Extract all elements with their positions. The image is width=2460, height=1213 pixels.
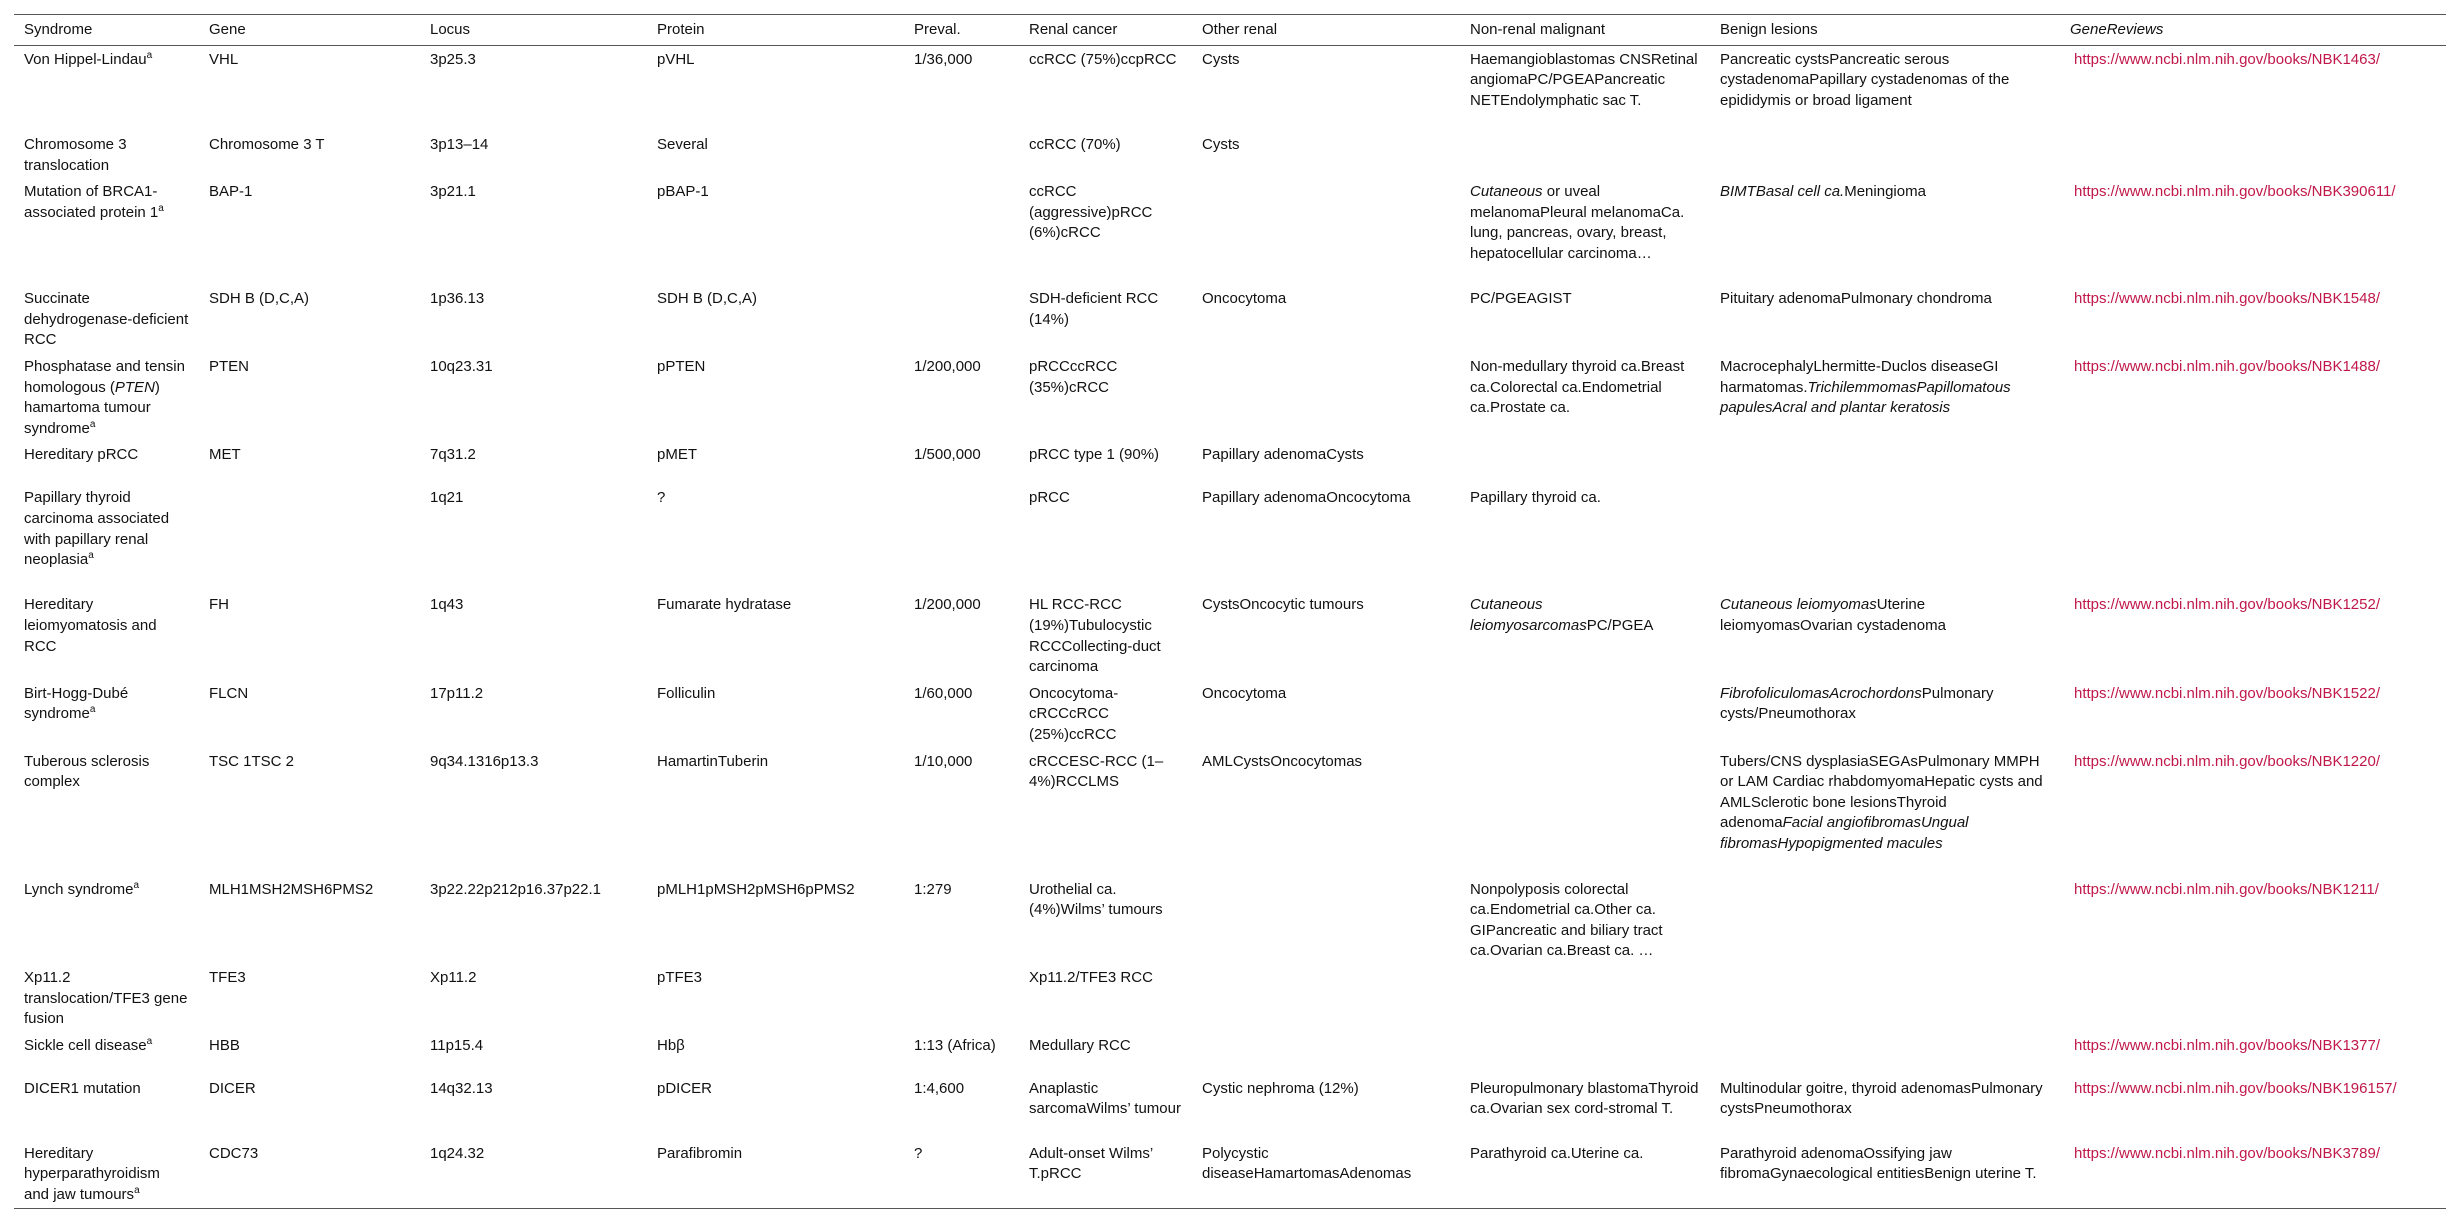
gene-reviews-link[interactable]: https://www.ncbi.nlm.nih.gov/books/NBK1211/ (2074, 880, 2379, 898)
table-row (14, 441, 2446, 484)
cell-non-renal-malignant (1460, 964, 1710, 1032)
cell-gene-reviews (2060, 178, 2446, 285)
cell-prevalence: 1/200,000 (914, 596, 981, 614)
cell-prevalence: 1/10,000 (914, 752, 973, 770)
benign-text: Tubers/CNS dysplasiaSEGAsPulmonary MMPH or LAM Cardiac rhabdomyomaHepatic cysts and AMLSclerotic bone lesionsThyroid adenoma (1720, 752, 2043, 832)
cell-syndrome (14, 1075, 199, 1140)
header-non-renal-malignant: Non-renal malignant (1470, 21, 1606, 38)
cell-protein: pBAP-1 (657, 183, 709, 201)
cell-locus: 1q43 (430, 596, 464, 614)
syndrome-name: Hereditary pRCC (24, 446, 139, 464)
cell-benign-lesions (1710, 1075, 2060, 1140)
table-row (14, 876, 2446, 964)
cell-gene: MLH1MSH2MSH6PMS2 (209, 880, 374, 898)
benign-text: Multinodular goitre, thyroid adenomasPulmonary cystsPneumothorax (1720, 1079, 2043, 1118)
cell-other-renal: Cystic nephroma (12%) (1202, 1079, 1359, 1097)
cell-syndrome (14, 285, 199, 353)
cell-protein: pMLH1pMSH2pMSH6pPMS2 (657, 880, 855, 898)
cell-protein: Fumarate hydratase (657, 596, 792, 614)
table-row (14, 591, 2446, 679)
cell-prevalence (904, 178, 1019, 285)
cell-gene-reviews (2060, 45, 2446, 131)
non-renal-italic: Cutaneous leiomyosarcomas (1470, 596, 1587, 635)
cell-gene: TSC 1TSC 2 (209, 752, 295, 770)
cell-renal-cancer: ccRCC (75%)ccpRCC (1029, 50, 1177, 68)
benign-text: Parathyroid adenomaOssifying jaw fibromaGynaecological entitiesBenign uterine T. (1720, 1144, 2037, 1183)
benign-italic: FibrofoliculomasAcrochordons (1720, 684, 1922, 702)
cell-benign-lesions (1710, 484, 2060, 591)
cell-protein: Hbβ (657, 1036, 685, 1054)
cell-syndrome (14, 964, 199, 1032)
footnote-mark: a (89, 418, 96, 430)
cell-renal-cancer: cRCCESC-RCC (1–4%)RCCLMS (1029, 752, 1164, 791)
header-gene-reviews: GeneReviews (2070, 21, 2164, 38)
syndrome-text: Phosphatase and tensin homologous ( (24, 358, 185, 396)
cell-non-renal-malignant (1460, 1075, 1710, 1140)
benign-italic: Cutaneous leiomyomas (1720, 596, 1877, 614)
cell-non-renal-malignant (1460, 285, 1710, 353)
non-renal-text: Pleuropulmonary blastomaThyroid ca.Ovarian sex cord-stromal T. (1470, 1079, 1699, 1118)
cell-locus: 10q23.31 (430, 358, 493, 376)
cell-non-renal-malignant (1460, 45, 1710, 131)
syndrome-name: Chromosome 3 translocation (24, 136, 127, 174)
non-renal-text: PC/PGEA (1586, 617, 1654, 635)
cell-locus: 9q34.1316p13.3 (430, 752, 539, 770)
footnote-mark: a (158, 202, 164, 214)
cell-gene: HBB (209, 1036, 240, 1054)
cell-other-renal: Polycystic diseaseHamartomasAdenomas (1202, 1144, 1412, 1183)
cell-gene: CDC73 (209, 1144, 259, 1162)
syndrome-name: Xp11.2 translocation/TFE3 gene fusion (24, 968, 188, 1028)
cell-gene-reviews (2060, 1140, 2446, 1208)
cell-locus: Xp11.2 (430, 968, 477, 986)
syndrome-name: Papillary thyroid carcinoma associated with papillary renal neoplasia (24, 489, 170, 569)
header-prevalence: Preval. (914, 21, 961, 38)
table-row (14, 1140, 2446, 1208)
non-renal-text: Haemangioblastomas CNSRetinal angiomaPC/PGEAPancreatic NETEndolymphatic sac T. (1470, 50, 1698, 109)
non-renal-text: or uveal melanomaPleural melanomaCa. lung, pancreas, ovary, breast, hepatocellular carcinoma… (1470, 183, 1685, 263)
syndrome-gene-italic: PTEN (114, 378, 155, 396)
cell-benign-lesions (1710, 285, 2060, 353)
gene-reviews-link[interactable]: https://www.ncbi.nlm.nih.gov/books/NBK1548/ (2074, 290, 2380, 308)
table-row (14, 680, 2446, 748)
cell-gene-reviews (2060, 876, 2446, 964)
footnote-mark: a (89, 704, 96, 716)
cell-syndrome (14, 131, 199, 178)
cell-syndrome (14, 876, 199, 964)
cell-renal-cancer: pRCC type 1 (90%) (1029, 446, 1160, 464)
cell-locus: 1q21 (430, 489, 464, 507)
header-benign-lesions: Benign lesions (1720, 21, 1818, 38)
table-row (14, 353, 2446, 441)
cell-gene: TFE3 (209, 968, 246, 986)
cell-benign-lesions (1710, 1140, 2060, 1208)
cell-prevalence (904, 131, 1019, 178)
header-row (14, 15, 2446, 46)
cell-renal-cancer: Oncocytoma-cRCCcRCC (25%)ccRCC (1029, 684, 1119, 743)
cell-prevalence: 1/200,000 (914, 358, 981, 376)
cell-gene-reviews (2060, 1075, 2446, 1140)
cell-non-renal-malignant (1460, 441, 1710, 484)
table-row (14, 1075, 2446, 1140)
cell-benign-lesions (1710, 591, 2060, 679)
cell-locus: 14q32.13 (430, 1079, 493, 1097)
syndrome-name: Birt-Hogg-Dubé syndrome (24, 684, 129, 723)
table-row (14, 964, 2446, 1032)
cell-renal-cancer: pRCCccRCC (35%)cRCC (1029, 358, 1118, 396)
non-renal-text: Parathyroid ca.Uterine ca. (1470, 1144, 1644, 1162)
cell-other-renal: AMLCystsOncocytomas (1202, 752, 1363, 770)
cell-syndrome (14, 1140, 199, 1208)
footnote-mark: a (134, 1184, 140, 1196)
cell-protein: pVHL (657, 50, 695, 68)
table-row (14, 748, 2446, 876)
cell-gene-reviews (2060, 441, 2446, 484)
non-renal-text: Nonpolyposis colorectal ca.Endometrial ca.Other ca. GIPancreatic and biliary tract ca.Ovarian ca.Breast ca. … (1470, 880, 1663, 960)
cell-benign-lesions (1710, 45, 2060, 131)
benign-text: Pulmonary cysts/Pneumothorax (1720, 684, 1994, 723)
cell-non-renal-malignant (1460, 131, 1710, 178)
cell-protein: Several (657, 136, 708, 154)
cell-renal-cancer: ccRCC (70%) (1029, 136, 1121, 154)
header-other-renal: Other renal (1202, 21, 1278, 38)
cell-gene: SDH B (D,C,A) (209, 290, 310, 308)
cell-other-renal: Oncocytoma (1202, 684, 1287, 702)
cell-benign-lesions (1710, 441, 2060, 484)
syndrome-name: Hereditary hyperparathyroidism and jaw tumours (24, 1144, 160, 1203)
cell-benign-lesions (1710, 748, 2060, 876)
cell-prevalence (904, 964, 1019, 1032)
cell-protein: pTFE3 (657, 968, 703, 986)
table-row (14, 45, 2446, 131)
cell-syndrome (14, 1032, 199, 1075)
benign-text: Pituitary adenomaPulmonary chondroma (1720, 290, 1992, 308)
cell-benign-lesions (1710, 178, 2060, 285)
cell-other-renal: Cysts (1202, 50, 1240, 68)
benign-text: Meningioma (1844, 183, 1926, 201)
cell-other-renal: Papillary adenomaOncocytoma (1202, 489, 1411, 507)
cell-non-renal-malignant (1460, 591, 1710, 679)
cell-gene: FLCN (209, 684, 249, 702)
cell-non-renal-malignant (1460, 484, 1710, 591)
cell-protein: HamartinTuberin (657, 752, 769, 770)
cell-syndrome (14, 591, 199, 679)
cell-protein: Folliculin (657, 684, 716, 702)
cell-protein: SDH B (D,C,A) (657, 290, 758, 308)
cell-renal-cancer: pRCC (1029, 489, 1070, 507)
cell-benign-lesions (1710, 876, 2060, 964)
cell-renal-cancer: ccRCC (aggressive)pRCC (6%)cRCC (1029, 183, 1153, 242)
footnote-mark: a (146, 1035, 153, 1047)
cell-renal-cancer: Anaplastic sarcomaWilms’ tumour (1029, 1079, 1181, 1118)
cell-gene: BAP-1 (209, 183, 253, 201)
cell-gene-reviews (2060, 285, 2446, 353)
non-renal-text: PC/PGEAGIST (1470, 290, 1572, 308)
cell-other-renal: Papillary adenomaCysts (1202, 446, 1364, 464)
syndrome-name: Tuberous sclerosis complex (24, 752, 150, 791)
cell-other-renal (1192, 353, 1460, 441)
cell-locus: 3p21.1 (430, 183, 476, 201)
benign-text: MacrocephalyLhermitte-Duclos diseaseGI harmatomas. (1720, 358, 1999, 396)
gene-reviews-link[interactable]: https://www.ncbi.nlm.nih.gov/books/NBK1220/ (2074, 752, 2380, 770)
cell-gene: Chromosome 3 T (209, 136, 325, 154)
gene-reviews-link[interactable]: https://www.ncbi.nlm.nih.gov/books/NBK1488/ (2074, 358, 2380, 376)
cell-benign-lesions (1710, 680, 2060, 748)
cell-prevalence (904, 484, 1019, 591)
cell-syndrome (14, 748, 199, 876)
cell-gene: VHL (209, 50, 239, 68)
gene-reviews-link[interactable]: https://www.ncbi.nlm.nih.gov/books/NBK3789/ (2074, 1144, 2380, 1162)
cell-prevalence: 1:13 (Africa) (914, 1036, 996, 1054)
cell-gene-reviews (2060, 131, 2446, 178)
cell-gene: PTEN (209, 358, 250, 376)
syndrome-table (14, 14, 2446, 1209)
header-syndrome: Syndrome (24, 21, 93, 38)
cell-non-renal-malignant (1460, 748, 1710, 876)
cell-benign-lesions (1710, 1032, 2060, 1075)
gene-reviews-link[interactable]: https://www.ncbi.nlm.nih.gov/books/NBK1377/ (2074, 1036, 2380, 1054)
cell-gene: DICER (209, 1079, 256, 1097)
table-row (14, 131, 2446, 178)
cell-protein: Parafibromin (657, 1144, 743, 1162)
table-row (14, 1032, 2446, 1075)
cell-syndrome (14, 353, 199, 441)
footnote-mark: a (146, 49, 153, 61)
cell-other-renal (1192, 964, 1460, 1032)
cell-renal-cancer: Urothelial ca. (4%)Wilms’ tumours (1029, 880, 1163, 919)
cell-renal-cancer: Xp11.2/TFE3 RCC (1029, 968, 1153, 986)
cell-locus: 3p22.22p212p16.37p22.1 (430, 880, 602, 898)
non-renal-text: Non-medullary thyroid ca.Breast ca.Colorectal ca.Endometrial ca.Prostate ca. (1470, 358, 1685, 417)
header-locus: Locus (430, 21, 471, 38)
cell-non-renal-malignant (1460, 680, 1710, 748)
cell-non-renal-malignant (1460, 1140, 1710, 1208)
gene-reviews-link[interactable]: https://www.ncbi.nlm.nih.gov/books/NBK196157/ (2074, 1079, 2397, 1097)
table-row (14, 285, 2446, 353)
cell-locus: 17p11.2 (430, 684, 484, 702)
cell-gene-reviews (2060, 748, 2446, 876)
table-body (14, 45, 2446, 1208)
gene-reviews-link[interactable]: https://www.ncbi.nlm.nih.gov/books/NBK1463/ (2074, 50, 2380, 68)
cell-non-renal-malignant (1460, 353, 1710, 441)
cell-protein: pMET (657, 446, 698, 464)
cell-other-renal (1192, 876, 1460, 964)
syndrome-name: Sickle cell disease (24, 1036, 147, 1054)
cell-prevalence: ? (914, 1144, 923, 1162)
cell-prevalence: 1:279 (914, 880, 952, 898)
syndrome-name: Mutation of BRCA1-associated protein 1 (24, 183, 159, 221)
cell-locus: 11p15.4 (430, 1036, 484, 1054)
cell-gene-reviews (2060, 353, 2446, 441)
syndrome-name: Hereditary leiomyomatosis and RCC (24, 596, 157, 655)
cell-non-renal-malignant (1460, 1032, 1710, 1075)
cell-renal-cancer: SDH-deficient RCC (14%) (1029, 290, 1159, 328)
table-row (14, 178, 2446, 285)
cell-other-renal (1192, 178, 1460, 285)
cell-gene-reviews (2060, 591, 2446, 679)
cell-protein: pPTEN (657, 358, 706, 376)
cell-other-renal: CystsOncocytic tumours (1202, 596, 1364, 614)
syndrome-name: Lynch syndrome (24, 880, 134, 898)
cell-renal-cancer: Medullary RCC (1029, 1036, 1131, 1054)
cell-gene-reviews (2060, 964, 2446, 1032)
cell-gene-reviews (2060, 680, 2446, 748)
syndrome-name: Succinate dehydrogenase-deficient RCC (24, 290, 189, 349)
benign-text: Uterine leiomyomasOvarian cystadenoma (1720, 596, 1946, 635)
cell-benign-lesions (1710, 353, 2060, 441)
cell-syndrome (14, 45, 199, 131)
syndrome-name: Von Hippel-Lindau (24, 50, 147, 68)
cell-protein: ? (657, 489, 666, 507)
cell-prevalence: 1/36,000 (914, 50, 973, 68)
cell-locus: 1q24.32 (430, 1144, 485, 1162)
cell-syndrome (14, 680, 199, 748)
cell-non-renal-malignant (1460, 178, 1710, 285)
non-renal-text: Papillary thyroid ca. (1470, 489, 1601, 507)
footnote-mark: a (88, 550, 94, 562)
table-row (14, 484, 2446, 591)
cell-gene: FH (209, 596, 229, 614)
cell-renal-cancer: Adult-onset Wilms’ T.pRCC (1029, 1144, 1153, 1183)
cell-prevalence (904, 285, 1019, 353)
cell-syndrome (14, 484, 199, 591)
cell-syndrome (14, 441, 199, 484)
non-renal-italic: Cutaneous (1470, 183, 1543, 201)
cell-prevalence: 1/60,000 (914, 684, 973, 702)
cell-locus: 1p36.13 (430, 290, 485, 308)
cell-locus: 3p25.3 (430, 50, 476, 68)
syndrome-name: DICER1 mutation (24, 1079, 141, 1097)
cell-prevalence: 1/500,000 (914, 446, 981, 464)
benign-italic: TrichilemmomasPapillomatous papulesAcral and plantar keratosis (1720, 378, 2011, 417)
header-protein: Protein (657, 21, 705, 38)
cell-benign-lesions (1710, 131, 2060, 178)
cell-other-renal: Cysts (1202, 136, 1240, 154)
cell-prevalence: 1:4,600 (914, 1079, 965, 1097)
header-gene: Gene (209, 21, 246, 38)
cell-gene (199, 484, 420, 591)
cell-gene-reviews (2060, 484, 2446, 591)
cell-benign-lesions (1710, 964, 2060, 1032)
cell-protein: pDICER (657, 1079, 713, 1097)
gene-reviews-link[interactable]: https://www.ncbi.nlm.nih.gov/books/NBK1522/ (2074, 684, 2380, 702)
benign-text: Pancreatic cystsPancreatic serous cystadenomaPapillary cystadenomas of the epididymis or broad ligament (1720, 50, 2010, 109)
benign-italic: Facial angiofibromasUngual fibromasHypopigmented macules (1720, 814, 1969, 852)
gene-reviews-link[interactable]: https://www.ncbi.nlm.nih.gov/books/NBK1252/ (2074, 596, 2380, 614)
cell-other-renal (1192, 1032, 1460, 1075)
cell-locus: 7q31.2 (430, 446, 476, 464)
syndrome-name: ) hamartoma tumour syndrome (24, 378, 160, 437)
header-renal-cancer: Renal cancer (1029, 21, 1118, 38)
cell-other-renal: Oncocytoma (1202, 290, 1287, 308)
gene-reviews-link[interactable]: https://www.ncbi.nlm.nih.gov/books/NBK390611/ (2074, 183, 2396, 201)
benign-italic: BIMTBasal cell ca. (1720, 183, 1845, 201)
cell-locus: 3p13–14 (430, 136, 489, 154)
cell-gene: MET (209, 446, 241, 464)
cell-non-renal-malignant (1460, 876, 1710, 964)
cell-gene-reviews (2060, 1032, 2446, 1075)
cell-renal-cancer: HL RCC-RCC (19%)Tubulocystic RCCCollecting-duct carcinoma (1029, 596, 1161, 676)
footnote-mark: a (133, 879, 140, 891)
cell-syndrome (14, 178, 199, 285)
